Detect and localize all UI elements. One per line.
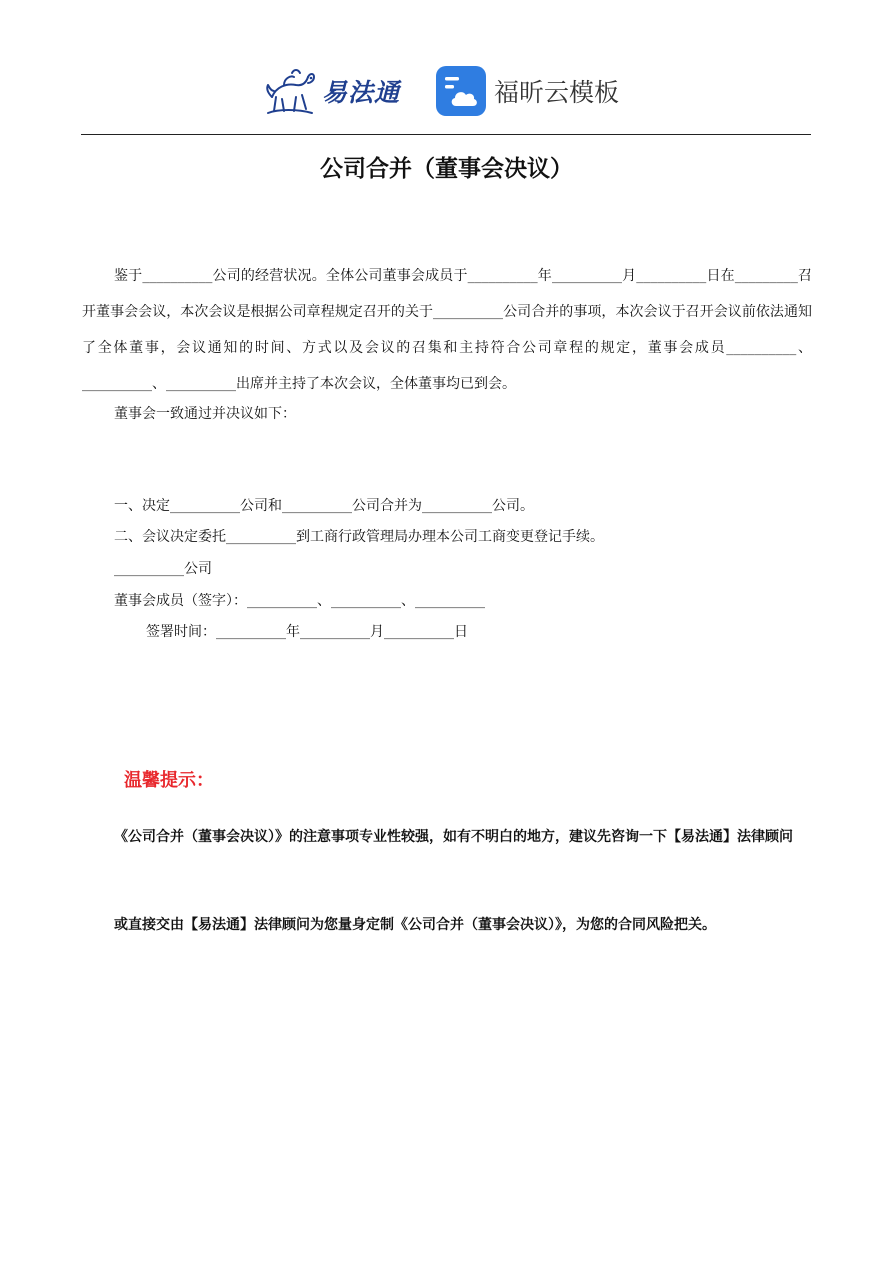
yifatong-logo-text: 易法通 xyxy=(322,78,401,107)
notice-heading: 温馨提示： xyxy=(124,770,214,791)
qilin-logo-icon xyxy=(262,63,318,119)
resolution-item-2: 二、会议决定委托__________到工商行政管理局办理本公司工商变更登记手续。 xyxy=(114,529,604,545)
yifatong-logo xyxy=(262,62,400,120)
document-title: 公司合并（董事会决议） xyxy=(320,156,573,182)
fuxin-cloud-template-logo xyxy=(436,65,619,117)
company-signature-line: __________公司 xyxy=(114,561,212,577)
notice-text-1: 《公司合并（董事会决议）》的注意事项专业性较强，如有不明白的地方，建议先咨询一下【易法通】法律顾问 xyxy=(114,829,793,845)
cloud-document-icon xyxy=(436,66,486,116)
board-signature-line: 董事会成员（签字）：__________、__________、__________ xyxy=(114,593,485,609)
fuxin-logo-text: 福昕云模板 xyxy=(494,78,620,107)
resolution-intro: 董事会一致通过并决议如下： xyxy=(114,406,296,422)
resolution-item-1: 一、决定__________公司和__________公司合并为__________公司。 xyxy=(114,498,534,514)
document-header xyxy=(0,60,893,124)
intro-paragraph: 鉴于__________公司的经营状况。全体公司董事会成员于__________年__________月__________日在_________召开董事会会议，本次会议是根据公司章程规定召开的关于__________公司合并的事项，本次会议于召开会议前依法通知了全体董事，会议通知的时间、方式以及会议的召集和主持符合公司章程的规定，董事会成员__________、__________、__________出席并主持了本次会议，全体董事均已到会。 xyxy=(82,268,812,392)
notice-text-2: 或直接交由【易法通】法律顾问为您量身定制《公司合并（董事会决议）》，为您的合同风险把关。 xyxy=(114,917,716,933)
header-divider xyxy=(81,134,811,135)
signing-date-line: 签署时间：__________年__________月__________日 xyxy=(146,624,468,640)
